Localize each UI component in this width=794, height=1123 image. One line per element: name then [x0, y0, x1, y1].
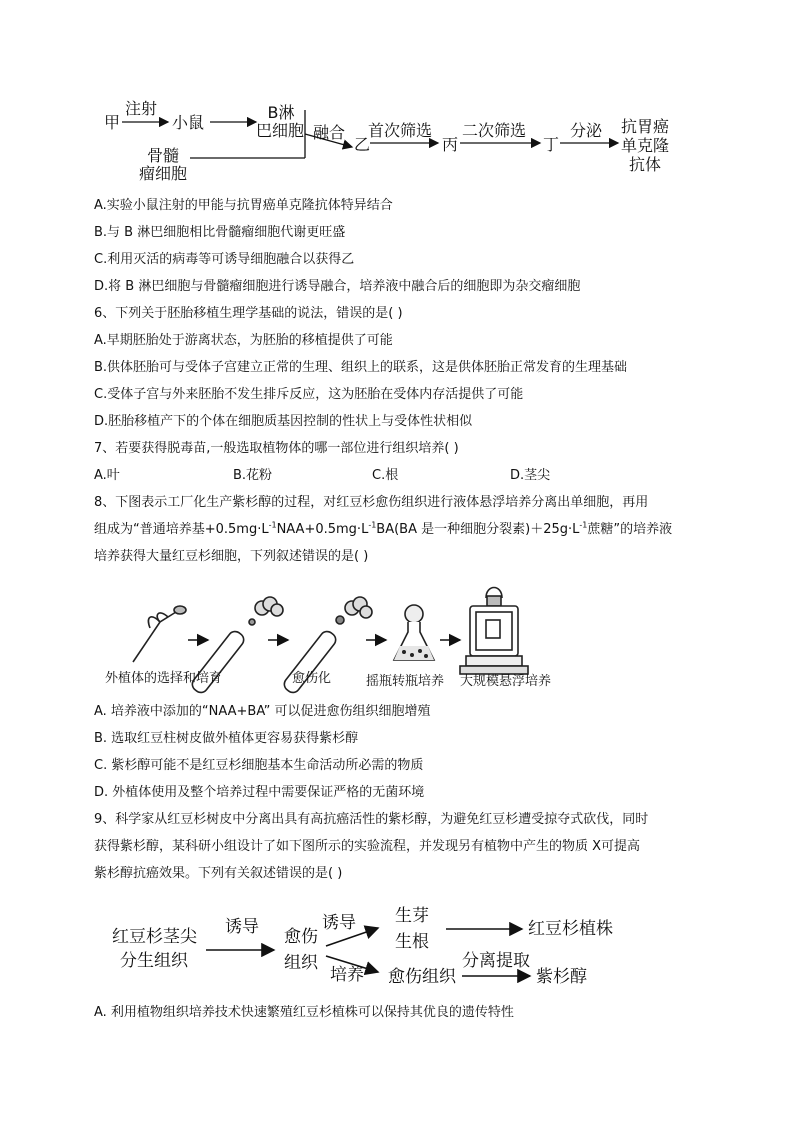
q6-option-d: D.胚胎移植产下的个体在细胞质基因控制的性状上与受体性状相似 [94, 414, 473, 429]
q8-stem-line3: 培养获得大量红豆杉细胞，下列叙述错误的是( ) [94, 549, 369, 564]
label-antibody: 抗体 [629, 155, 662, 174]
label-mouse: 小鼠 [172, 113, 205, 132]
q7-option-d: D.茎尖 [510, 468, 551, 483]
caption-explant: 外植体的选择和培育 [105, 671, 223, 686]
q6-option-a: A.早期胚胎处于游离状态，为胚胎的移植提供了可能 [94, 333, 393, 348]
q5-option-a: A.实验小鼠注射的甲能与抗胃癌单克隆抗体特异结合 [94, 198, 393, 213]
label-ding: 丁 [543, 135, 560, 154]
q8-stem2-part2: NAA+0.5mg·L [276, 522, 369, 537]
label-yi: 乙 [354, 135, 371, 154]
q9-stem-line1: 9、科学家从红豆杉树皮中分离出具有高抗癌活性的紫杉醇，为避免红豆杉遭受掠夺式砍伐，同时 [94, 812, 649, 827]
caption-flask: 摇瓶转瓶培养 [366, 674, 445, 689]
q8-sup2: -1 [368, 520, 377, 530]
q9-option-a: A. 利用植物组织培养技术快速繁殖红豆杉植株可以保持其优良的遗传特性 [94, 1005, 514, 1020]
label-induce-1: 诱导 [225, 917, 259, 937]
q6-option-b: B.供体胚胎可与受体子宫建立正常的生理、组织上的联系，这是供体胚胎正常发育的生理基础 [94, 360, 628, 375]
q8-stem-line1: 8、下图表示工厂化生产紫杉醇的过程，对红豆杉愈伤组织进行液体悬浮培养分离出单细胞，再用 [94, 495, 649, 510]
label-injection: 注射 [125, 99, 158, 118]
q7-stem: 7、若要获得脱毒苗,一般选取植物体的哪一部位进行组织培养( ) [94, 441, 459, 456]
label-anti-gastric: 抗胃癌 [621, 117, 670, 136]
q8-option-a: A. 培养液中添加的“NAA+BA” 可以促进愈伤组织细胞增殖 [94, 704, 431, 719]
label-fusion: 融合 [313, 123, 346, 142]
label-jia: 甲 [104, 113, 121, 132]
label-extract: 分离提取 [462, 951, 530, 971]
q8-stem2-part3: BA(BA 是一种细胞分裂素)＋25g·L [376, 522, 580, 537]
q8-stem2-part4: 蔗糖”的培养液 [587, 522, 673, 537]
label-yew-plant: 红豆杉植株 [528, 919, 613, 939]
label-induce-2: 诱导 [322, 913, 356, 933]
q8-option-d: D. 外植体使用及整个培养过程中需要保证严格的无菌环境 [94, 785, 425, 800]
label-baxibao: 巴细胞 [256, 121, 305, 140]
caption-callus: 愈伤化 [292, 671, 332, 686]
q8-option-b: B. 选取红豆柱树皮做外植体更容易获得紫杉醇 [94, 731, 359, 746]
label-callus-tissue: 愈伤组织 [388, 967, 456, 987]
q7-option-a: A.叶 [94, 468, 120, 483]
label-monoclonal: 单克隆 [621, 136, 670, 155]
q8-sup3: -1 [579, 520, 588, 530]
label-myeloma: 瘤细胞 [139, 164, 188, 183]
label-second-screen: 二次筛选 [462, 121, 527, 140]
label-bing: 丙 [442, 135, 459, 154]
label-callus-top: 愈伤 [284, 927, 318, 947]
label-first-screen: 首次筛选 [368, 121, 433, 140]
q6-stem: 6、下列关于胚胎移植生理学基础的说法，错误的是( ) [94, 306, 403, 321]
q9-stem-line2: 获得紫杉醇，某科研小组设计了如下图所示的实验流程，并发现另有植物中产生的物质 X可提高 [94, 839, 641, 854]
label-bone-marrow: 骨髓 [147, 146, 180, 165]
q6-option-c: C.受体子宫与外来胚胎不发生排斥反应，这为胚胎在受体内存活提供了可能 [94, 387, 524, 402]
q8-option-c: C. 紫杉醇可能不是红豆杉细胞基本生命活动所必需的物质 [94, 758, 424, 773]
label-stem-tip: 红豆杉茎尖 [112, 927, 197, 947]
label-secrete: 分泌 [570, 121, 603, 140]
q5-option-b: B.与 B 淋巴细胞相比骨髓瘤细胞代谢更旺盛 [94, 225, 346, 240]
label-root: 生根 [395, 932, 429, 952]
caption-bioreactor: 大规模悬浮培养 [460, 674, 552, 689]
q7-option-c: C.根 [372, 468, 399, 483]
q7-option-b: B.花粉 [233, 468, 273, 483]
q8-sup1: -1 [268, 520, 277, 530]
q5-option-d: D.将 B 淋巴细胞与骨髓瘤细胞进行诱导融合，培养液中融合后的细胞即为杂交瘤细胞 [94, 279, 581, 294]
label-callus-bottom: 组织 [284, 953, 318, 973]
label-meristem: 分生组织 [120, 951, 188, 971]
q9-stem-line3: 紫杉醇抗癌效果。下列有关叙述错误的是( ) [94, 866, 343, 881]
label-culture: 培养 [330, 965, 364, 985]
label-b-lin: B淋 [267, 103, 295, 122]
q8-stem2-part1: 组成为“普通培养基+0.5mg·L [94, 522, 269, 537]
label-taxol: 紫杉醇 [536, 967, 587, 987]
label-shoot: 生芽 [395, 906, 429, 926]
q5-option-c: C.利用灭活的病毒等可诱导细胞融合以获得乙 [94, 252, 355, 267]
